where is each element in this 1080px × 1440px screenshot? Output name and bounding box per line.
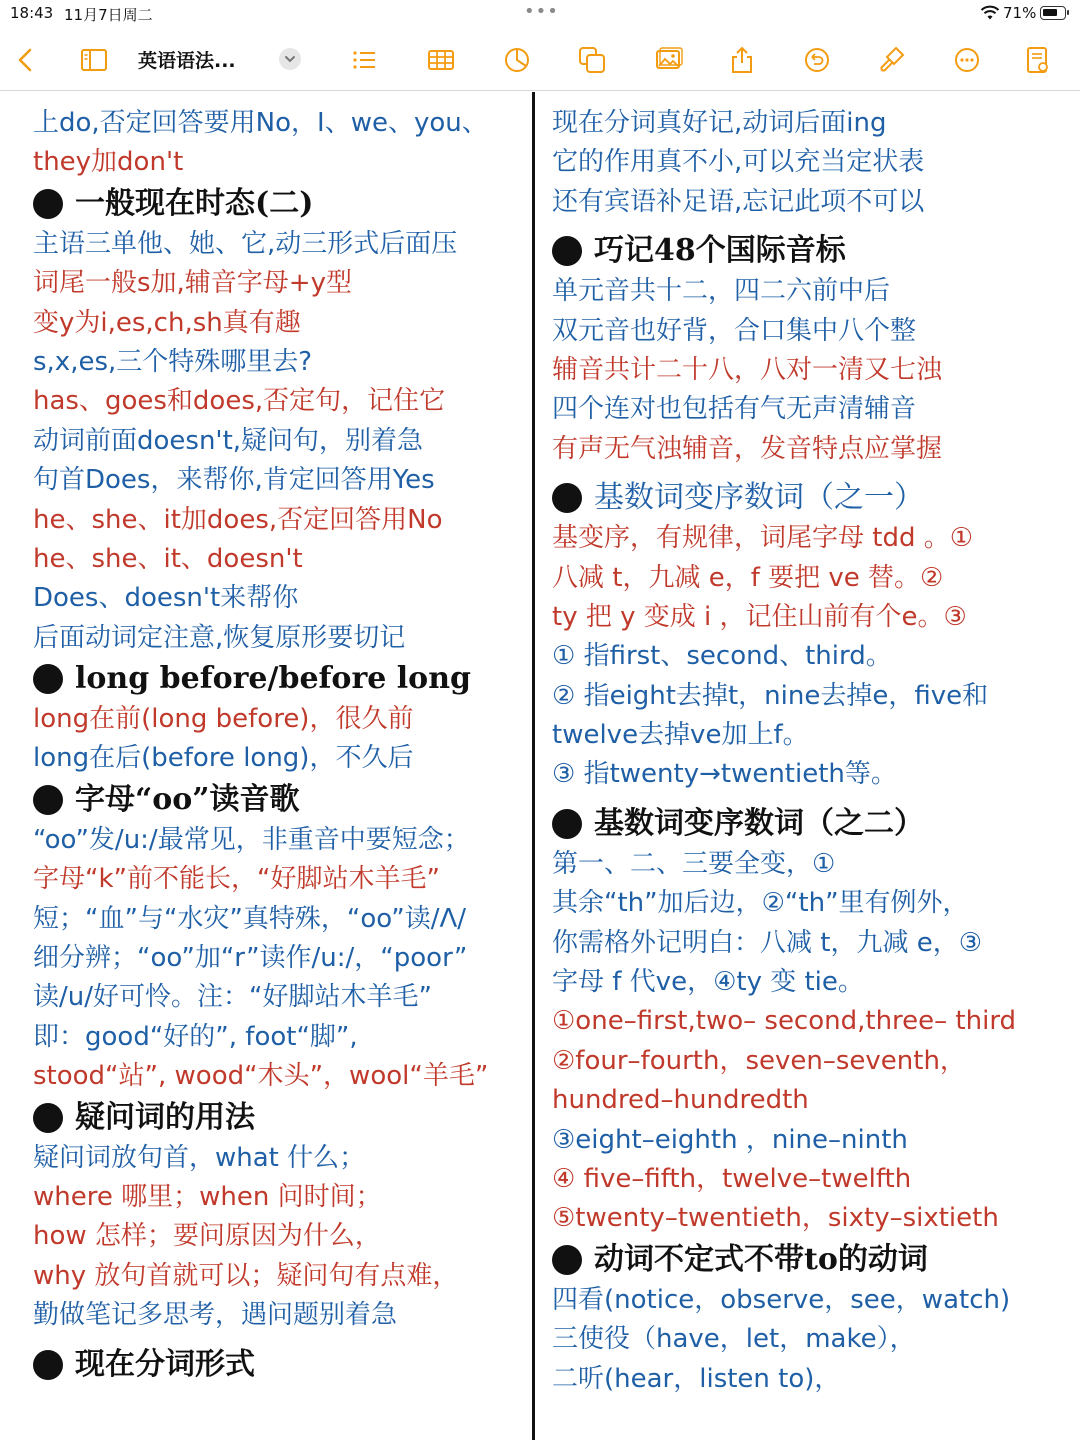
text-line: ① 指first、second、third。 xyxy=(552,641,892,672)
section-heading-text: 动词不定式不带to的动词 xyxy=(594,1241,928,1277)
text-line: where 哪里；when 问时间； xyxy=(33,1181,382,1212)
text-line: hundred–hundredth xyxy=(552,1085,809,1116)
section-heading xyxy=(33,658,523,700)
section-heading xyxy=(552,477,1067,519)
section-heading-text: long before/before long xyxy=(75,661,471,697)
text-line: 句首Does，来帮你,肯定回答用Yes xyxy=(33,465,435,496)
text-line: ty 把 y 变成 i ，记住山前有个e。③ xyxy=(552,601,967,632)
bullet-icon xyxy=(552,809,582,839)
format-brush-icon[interactable] xyxy=(872,40,912,80)
wifi-icon xyxy=(980,5,1000,21)
section-heading xyxy=(552,1239,1067,1281)
text-line: has、goes和does,否定句，记住它 xyxy=(33,386,446,417)
text-line: 八减 t，九减 e，f 要把 ve 替。② xyxy=(552,562,944,593)
text-line: 疑问词放句首，what 什么； xyxy=(33,1142,366,1173)
bullet-icon xyxy=(33,785,63,815)
section-lines xyxy=(552,272,1067,469)
text-line: 读/u/好可怜。注：“好脚站木羊毛” xyxy=(33,982,432,1013)
text-line: ⑤twenty–twentieth，sixty–sixtieth xyxy=(552,1203,999,1234)
text-line: 变y为i,es,ch,sh真有趣 xyxy=(33,307,301,338)
battery-percentage: 71% xyxy=(1003,4,1037,22)
bullet-icon xyxy=(552,1245,582,1275)
toolbar-divider xyxy=(0,90,1080,91)
back-chevron-icon[interactable] xyxy=(6,40,46,80)
text-line: 即：good“好的”, foot“脚”, xyxy=(33,1021,358,1052)
share-icon[interactable] xyxy=(722,40,762,80)
text-line: 单元音共十二，四二六前中后 xyxy=(552,276,891,307)
section-heading-text: 疑问词的用法 xyxy=(75,1099,255,1135)
text-line: 细分辨；“oo”加“r”读作/u:/，“poor” xyxy=(33,943,468,974)
text-line: 字母 f 代ve，④ty 变 tie。 xyxy=(552,967,864,998)
section-heading-text: 字母“oo”读音歌 xyxy=(75,781,300,817)
text-line: ③ 指twenty→twentieth等。 xyxy=(552,759,897,790)
section-heading-text: 一般现在时态(二) xyxy=(75,185,314,221)
section-heading-text: 现在分词形式 xyxy=(75,1346,255,1382)
section-lines xyxy=(33,225,523,658)
text-line: ①one–first,two– second,three– third xyxy=(552,1006,1017,1037)
section-heading xyxy=(33,1097,523,1139)
section-heading xyxy=(552,230,1067,272)
text-line: 其余“th”加后边，②“th”里有例外， xyxy=(552,888,969,919)
bullet-icon xyxy=(33,1350,63,1380)
text-line: 现在分词真好记,动词后面ing xyxy=(552,108,887,138)
text-line: he、she、it、doesn't xyxy=(33,543,303,574)
section-lines xyxy=(552,1281,1067,1399)
media-icon[interactable] xyxy=(649,40,689,80)
bullet-icon xyxy=(33,189,63,219)
chart-icon[interactable] xyxy=(497,40,537,80)
bullet-icon xyxy=(33,664,63,694)
text-line: 动词前面doesn't,疑问句，别着急 xyxy=(33,425,424,456)
right-intro-lines xyxy=(552,104,1067,222)
document-view-icon[interactable] xyxy=(1017,40,1057,80)
text-line: why 放句首就可以；疑问句有点难， xyxy=(33,1260,459,1291)
text-line: Does、doesn't来帮你 xyxy=(33,583,299,614)
section-lines xyxy=(552,845,1067,1239)
text-line: 有声无气浊辅音，发音特点应掌握 xyxy=(552,433,943,464)
status-date: 11月7日周二 xyxy=(64,6,153,24)
text-line: ④ five–fifth，twelve–twelfth xyxy=(552,1163,912,1194)
text-line: they加don't xyxy=(33,147,184,178)
text-line: stood“站”, wood“木头”，wool“羊毛” xyxy=(33,1061,489,1092)
text-line: 你需格外记明白：八减 t，九减 e，③ xyxy=(552,927,983,958)
text-line: s,x,es,三个特殊哪里去? xyxy=(33,346,313,377)
section-heading-text: 基数词变序数词（之二） xyxy=(594,805,924,841)
text-line: 二听(hear，listen to)， xyxy=(552,1363,841,1394)
left-column xyxy=(33,104,523,1386)
status-time: 18:43 xyxy=(10,4,54,22)
section-heading xyxy=(33,1344,523,1386)
section-heading xyxy=(33,183,523,225)
chevron-down-icon[interactable] xyxy=(279,48,301,70)
text-line: he、she、it加does,否定回答用No xyxy=(33,504,443,535)
text-line: 四看(notice，observe，see，watch) xyxy=(552,1284,1011,1315)
status-bar xyxy=(0,0,1080,28)
text-line: 它的作用真不小,可以充当定状表 xyxy=(552,147,925,178)
section-heading xyxy=(552,803,1067,845)
sidebar-icon[interactable] xyxy=(74,40,114,80)
right-column xyxy=(552,104,1067,1399)
section-lines xyxy=(33,1139,523,1336)
text-line: long在前(long before)，很久前 xyxy=(33,704,414,735)
text-line: 基变序，有规律，词尾字母 tdd 。① xyxy=(552,523,974,554)
text-line: 四个连对也包括有气无声清辅音 xyxy=(552,394,917,425)
section-heading-text: 基数词变序数词（之一） xyxy=(594,480,924,516)
text-line: ③eight–eighth ，nine–ninth xyxy=(552,1124,908,1155)
text-line: 辅音共计二十八，八对一清又七浊 xyxy=(552,354,943,385)
text-line: ② 指eight去掉t，nine去掉e，five和 xyxy=(552,680,989,711)
text-line: 三使役（have，let，make）， xyxy=(552,1324,916,1355)
text-line: 双元音也好背，合口集中八个整 xyxy=(552,315,917,346)
section-lines xyxy=(552,519,1067,795)
list-icon[interactable] xyxy=(344,40,384,80)
section-lines xyxy=(33,821,523,1097)
left-intro-lines xyxy=(33,104,523,183)
bullet-icon xyxy=(33,1103,63,1133)
section-lines xyxy=(33,700,523,779)
text-line: 后面动词定注意,恢复原形要切记 xyxy=(33,622,406,653)
text-line: 勤做笔记多思考，遇问题别着急 xyxy=(33,1300,398,1331)
document-toolbar xyxy=(0,30,1080,90)
text-line: “oo”发/u:/最常见，非重音中要短念； xyxy=(33,824,470,855)
multitasking-dots-icon[interactable]: ••• xyxy=(524,1,559,22)
text-line: long在后(before long)，不久后 xyxy=(33,743,414,774)
text-line: how 怎样；要问原因为什么， xyxy=(33,1221,381,1252)
undo-icon[interactable] xyxy=(797,40,837,80)
text-line: 主语三单他、她、它,动三形式后面压 xyxy=(33,228,458,259)
text-line: 上do,否定回答要用No，I、we、you、 xyxy=(33,108,488,138)
section-heading xyxy=(33,779,523,821)
bullet-icon xyxy=(552,483,582,513)
text-line: twelve去掉ve加上f。 xyxy=(552,720,809,751)
shape-icon[interactable] xyxy=(572,40,612,80)
text-line: 还有宾语补足语,忘记此项不可以 xyxy=(552,186,925,217)
text-line: 第一、二、三要全变，① xyxy=(552,848,836,879)
more-icon[interactable] xyxy=(947,40,987,80)
text-line: 短；“血”与“水灾”真特殊，“oo”读/Λ/ xyxy=(33,903,467,934)
bullet-icon xyxy=(552,236,582,266)
text-line: 字母“k”前不能长，“好脚站木羊毛” xyxy=(33,864,440,895)
section-heading-text: 巧记48个国际音标 xyxy=(594,233,846,269)
text-line: 词尾一般s加,辅音字母+y型 xyxy=(33,268,352,299)
document-title[interactable]: 英语语法... xyxy=(138,50,236,72)
text-line: ②four–fourth，seven–seventh， xyxy=(552,1045,966,1076)
table-icon[interactable] xyxy=(421,40,461,80)
battery-icon xyxy=(1040,6,1066,20)
column-divider xyxy=(532,92,535,1440)
